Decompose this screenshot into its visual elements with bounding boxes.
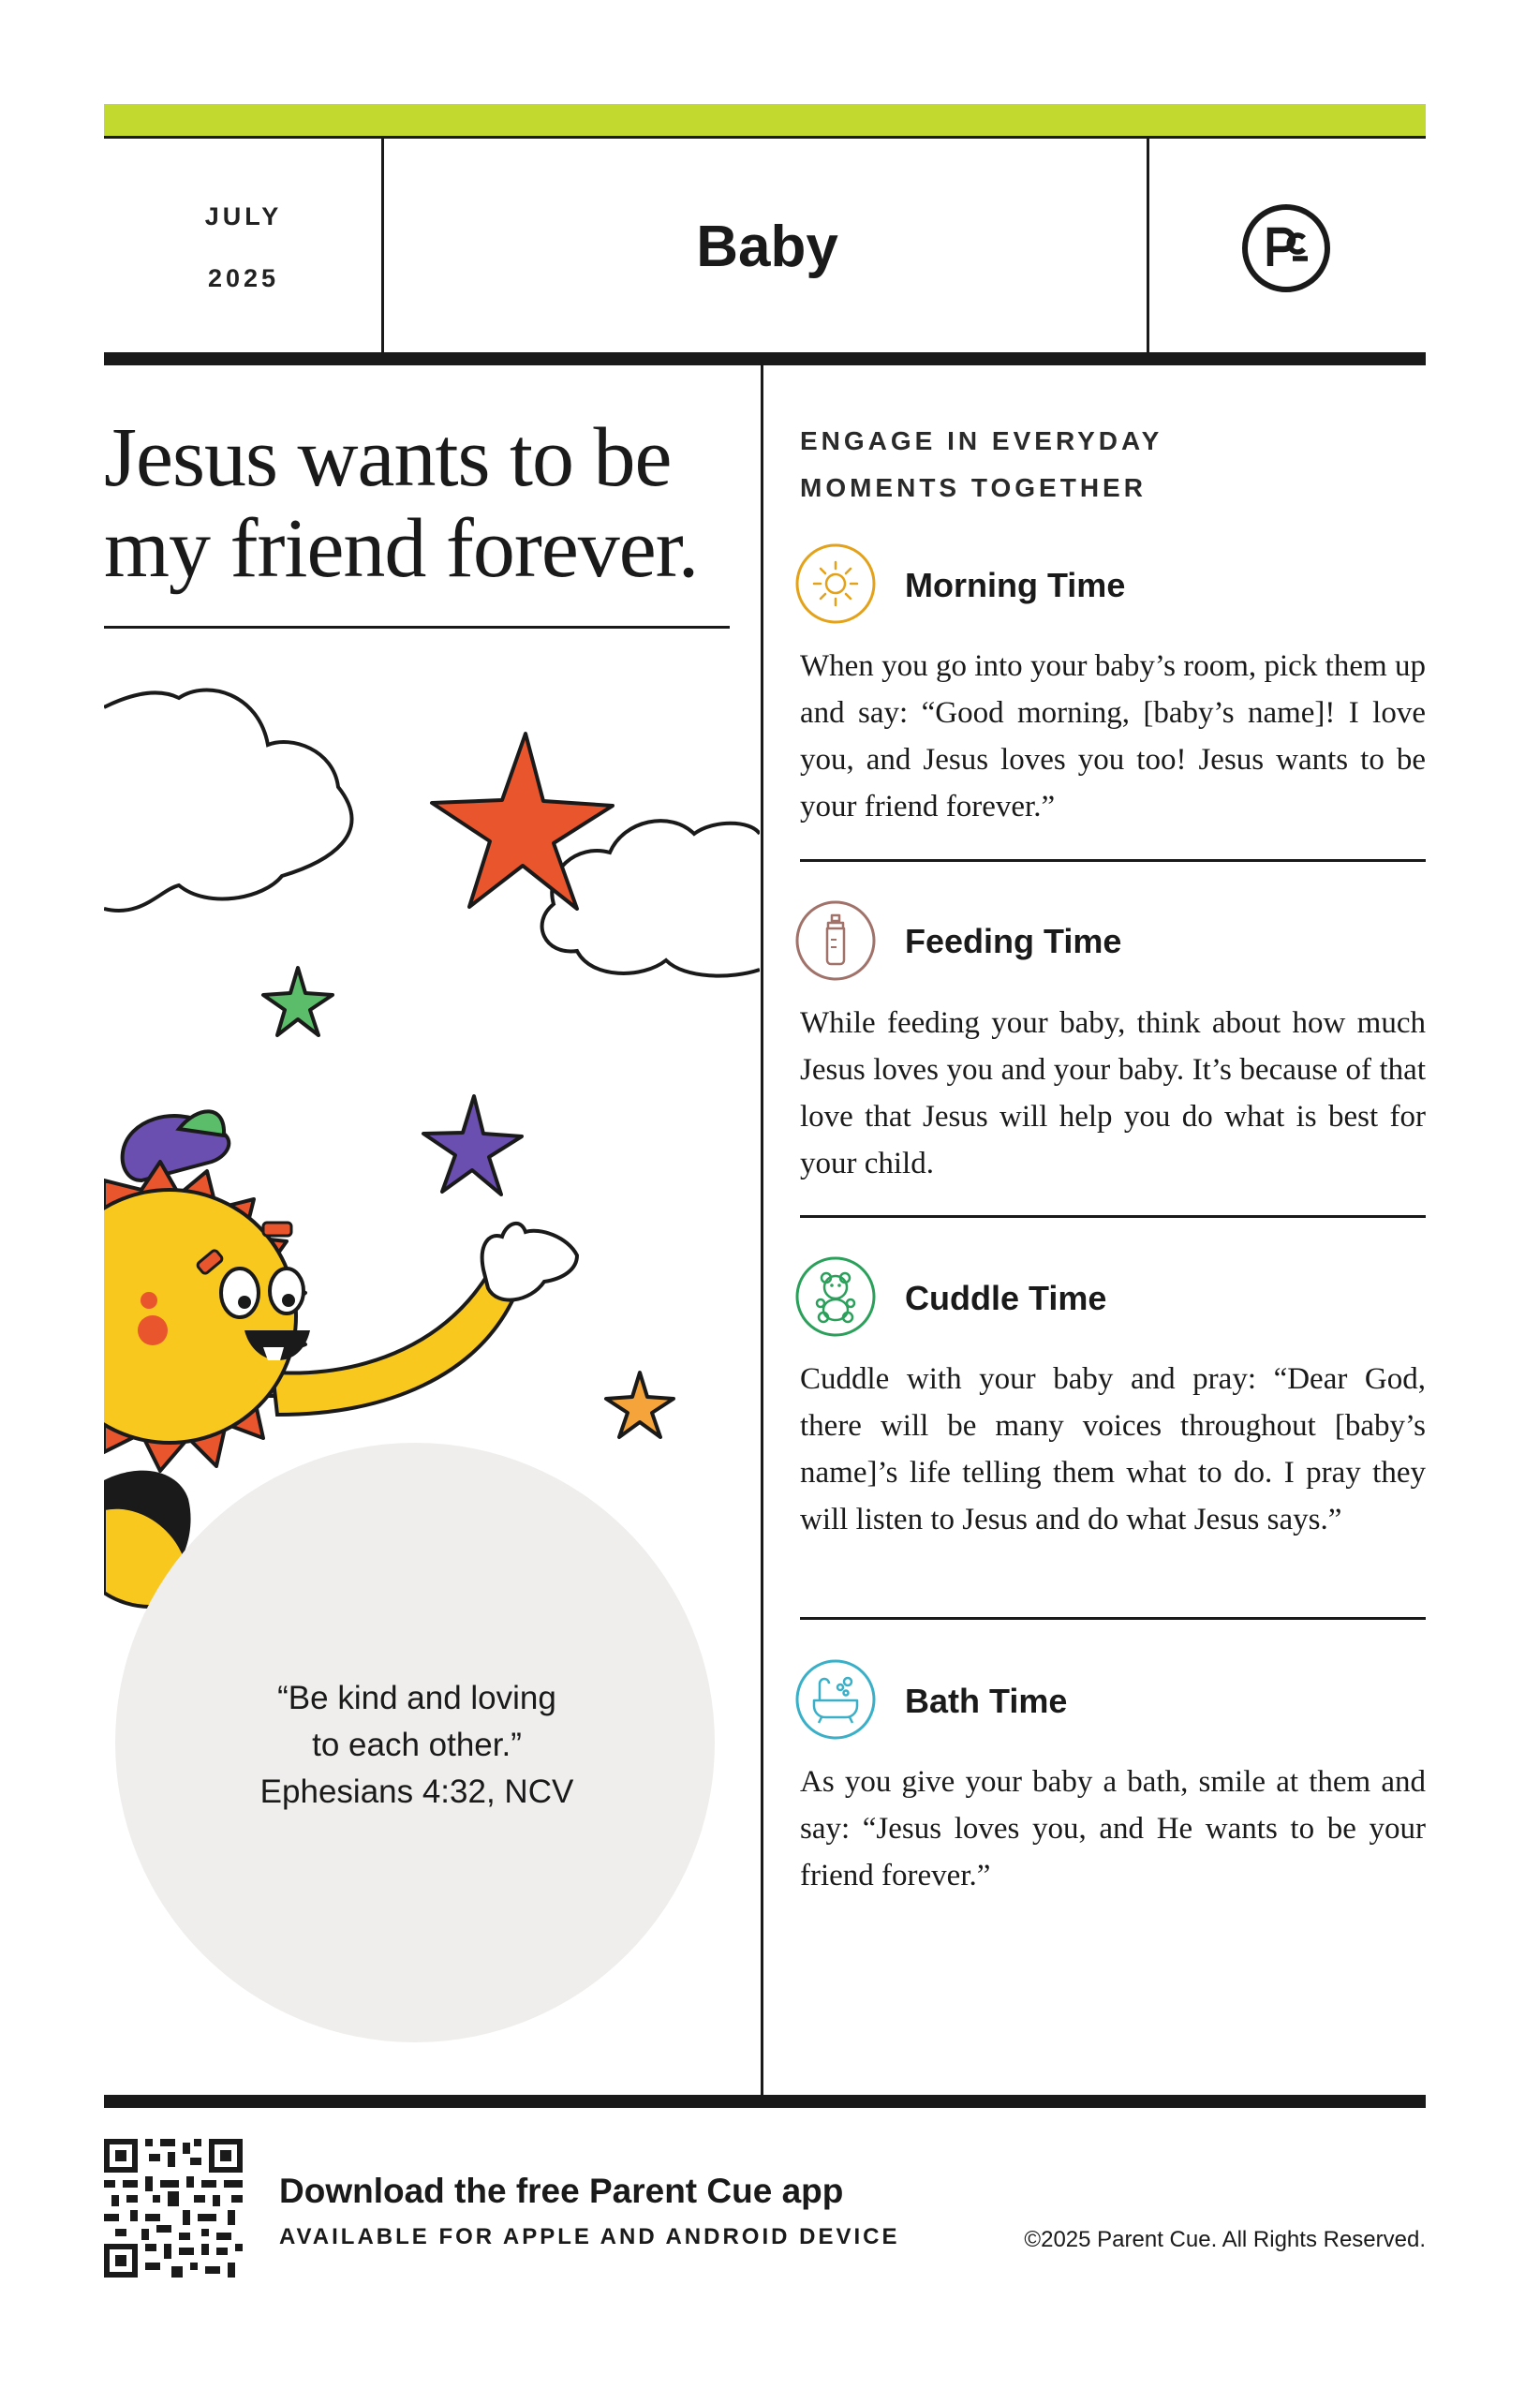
- sun-illustration: [104, 656, 760, 2061]
- app-availability: AVAILABLE FOR APPLE AND ANDROID DEVICE: [279, 2224, 900, 2249]
- issue-month: JULY: [204, 202, 283, 230]
- activity-body-feeding: While feeding your baby, think about how much Jesus loves you and your baby. It’s because of that love that Jesus will help you do what is best for your child.: [800, 1006, 1426, 1180]
- qr-code: [104, 2139, 243, 2278]
- verse-line-2: to each other.”: [312, 1727, 522, 1763]
- bible-verse: [215, 1675, 618, 1816]
- footer-rule: [104, 2095, 1426, 2108]
- header-top-rule: [104, 136, 1426, 139]
- star-green: [263, 968, 333, 1035]
- activity-title-morning: Morning Time: [905, 566, 1126, 604]
- activity-rule-3: [800, 1617, 1426, 1620]
- issue-year: 2025: [207, 264, 280, 292]
- sun-arm: [273, 1274, 516, 1415]
- star-orange: [606, 1373, 674, 1437]
- verse-reference: Ephesians 4:32, NCV: [259, 1773, 574, 1810]
- bathtub-icon: [795, 1659, 876, 1740]
- sun-icon: [795, 543, 876, 624]
- activity-title-bath: Bath Time: [905, 1682, 1068, 1720]
- activity-rule-1: [800, 859, 1426, 862]
- copyright: ©2025 Parent Cue. All Rights Reserved.: [1024, 2227, 1426, 2252]
- verse-line-1: “Be kind and loving: [277, 1680, 556, 1716]
- activity-body-morning: When you go into your baby’s room, pick them up and say: “Good morning, [baby’s name]! I love you, and Jesus loves you too! Jesus wants to be your friend forever.”: [800, 649, 1426, 824]
- app-download-title: Download the free Parent Cue app: [279, 2172, 844, 2210]
- star-purple: [423, 1096, 522, 1194]
- activity-body-bath: As you give your baby a bath, smile at them and say: “Jesus loves you, and He wants to be your friend forever.”: [800, 1765, 1426, 1892]
- teddy-bear-icon: [795, 1256, 876, 1337]
- age-group-title: Baby: [696, 215, 838, 279]
- accent-bar: [104, 104, 1426, 136]
- activity-rule-2: [800, 1215, 1426, 1218]
- activities-heading: ENGAGE IN EVERYDAY MOMENTS TOGETHER: [800, 426, 1162, 502]
- headline-rule: [104, 626, 730, 629]
- parent-cue-logo: [1242, 204, 1330, 292]
- header-divider-left: [381, 136, 384, 353]
- activity-title-feeding: Feeding Time: [905, 922, 1122, 960]
- headline: Jesus wants to be my friend forever.: [104, 411, 699, 595]
- activity-title-cuddle: Cuddle Time: [905, 1279, 1107, 1317]
- header-bottom-rule: [104, 352, 1426, 365]
- baby-bottle-icon: [795, 900, 876, 981]
- cloud-top: [104, 690, 352, 911]
- sun-hand: [482, 1224, 577, 1300]
- column-divider: [761, 365, 763, 2095]
- activity-body-cuddle: Cuddle with your baby and pray: “Dear God, there will be many voices throughout [baby’s name]’s life telling them what to do. I pray they will listen to Jesus and do what Jesus says.”: [800, 1362, 1426, 1536]
